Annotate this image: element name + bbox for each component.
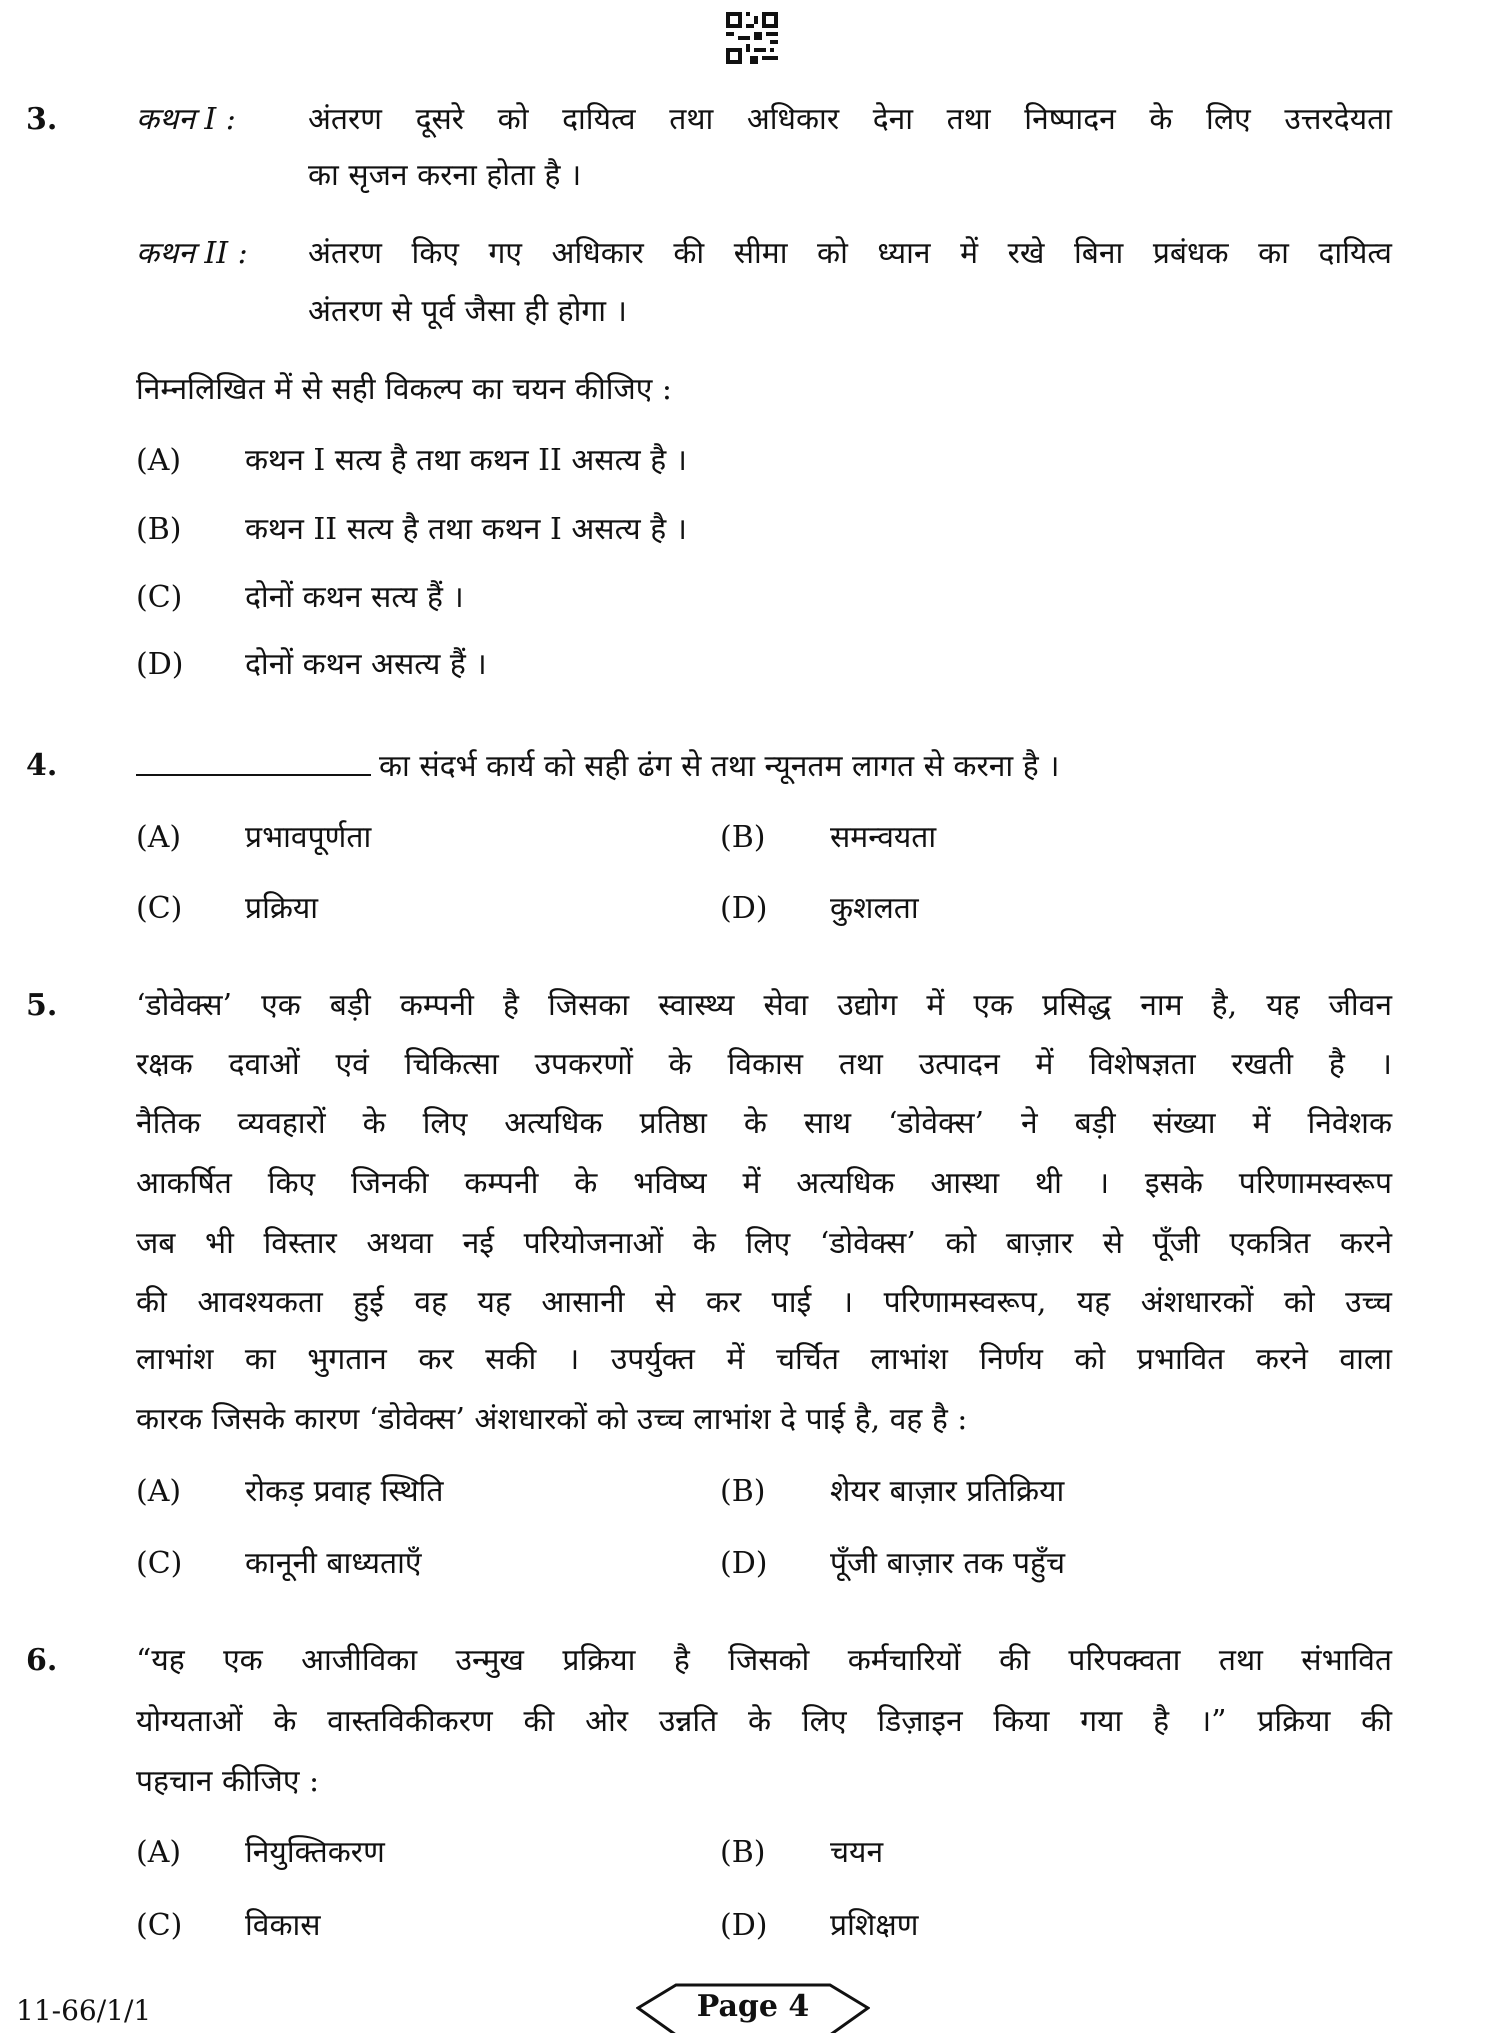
option-label: (C) xyxy=(136,580,183,615)
passage-line: रक्षक दवाओं एवं चिकित्सा उपकरणों के विकास तथा उत्पादन में विशेषज्ञता रखती है । xyxy=(136,1047,1392,1082)
option-label: (D) xyxy=(136,647,184,682)
passage-line: कारक जिसके कारण ‘डोवेक्स’ अंशधारकों को उच्च लाभांश दे पाई है, वह है : xyxy=(136,1402,968,1437)
option-text: पूँजी बाज़ार तक पहुँच xyxy=(830,1546,1066,1581)
qr-code-icon xyxy=(726,12,778,64)
option-text: कथन I सत्य है तथा कथन II असत्य है । xyxy=(245,443,688,478)
option-label: (A) xyxy=(136,443,182,478)
option-label: (A) xyxy=(136,820,182,855)
question-prompt: निम्नलिखित में से सही विकल्प का चयन कीजिए : xyxy=(136,372,673,407)
passage-line: जब भी विस्तार अथवा नई परियोजनाओं के लिए ‘डोवेक्स’ को बाज़ार से पूँजी एकत्रित करने xyxy=(136,1226,1392,1261)
option-text: कथन II सत्य है तथा कथन I असत्य है । xyxy=(245,512,688,547)
question-number: 5. xyxy=(26,988,58,1023)
question-text-content: का संदर्भ कार्य को सही ढंग से तथा न्यूनतम लागत से करना है । xyxy=(379,749,1060,784)
passage-line: ‘डोवेक्स’ एक बड़ी कम्पनी है जिसका स्वास्थ्य सेवा उद्योग में एक प्रसिद्ध नाम है, यह जीवन xyxy=(136,988,1392,1023)
option-label: (D) xyxy=(720,1908,768,1943)
option-text: प्रक्रिया xyxy=(245,891,319,926)
option-label: (D) xyxy=(720,1546,768,1581)
statement-1-line: अंतरण दूसरे को दायित्व तथा अधिकार देना तथा निष्पादन के लिए उत्तरदेयता xyxy=(308,102,1392,137)
option-text: समन्वयता xyxy=(830,820,937,855)
paper-code: 11-66/1/1 xyxy=(16,1994,152,2027)
statement-1-label: कथन I : xyxy=(136,102,236,137)
option-label: (A) xyxy=(136,1835,182,1870)
option-text: नियुक्तिकरण xyxy=(245,1835,385,1870)
option-label: (B) xyxy=(720,1835,766,1870)
question-line: पहचान कीजिए : xyxy=(136,1764,320,1799)
option-text: दोनों कथन सत्य हैं । xyxy=(245,580,464,615)
option-text: चयन xyxy=(830,1835,884,1870)
passage-line: लाभांश का भुगतान कर सकी । उपर्युक्त में चर्चित लाभांश निर्णय को प्रभावित करने वाला xyxy=(136,1342,1392,1377)
page-number-badge xyxy=(636,1983,870,2033)
option-label: (C) xyxy=(136,1908,183,1943)
option-text: दोनों कथन असत्य हैं । xyxy=(245,647,487,682)
option-text: शेयर बाज़ार प्रतिक्रिया xyxy=(830,1474,1065,1509)
option-text: प्रभावपूर्णता xyxy=(245,820,372,855)
question-number: 6. xyxy=(26,1643,58,1678)
option-text: कुशलता xyxy=(830,891,919,926)
passage-line: आकर्षित किए जिनकी कम्पनी के भविष्य में अत्यधिक आस्था थी । इसके परिणामस्वरूप xyxy=(136,1166,1392,1201)
page-number: Page 4 xyxy=(696,1989,810,2024)
option-label: (A) xyxy=(136,1474,182,1509)
statement-2-label: कथन II : xyxy=(136,236,248,271)
option-text: प्रशिक्षण xyxy=(830,1908,919,1943)
question-line: “यह एक आजीविका उन्मुख प्रक्रिया है जिसको कर्मचारियों की परिपक्वता तथा संभावित xyxy=(136,1643,1392,1678)
question-text xyxy=(136,746,1060,787)
question-number: 3. xyxy=(26,102,58,137)
passage-line: की आवश्यकता हुई वह यह आसानी से कर पाई । परिणामस्वरूप, यह अंशधारकों को उच्च xyxy=(136,1285,1392,1320)
option-label: (C) xyxy=(136,1546,183,1581)
option-label: (D) xyxy=(720,891,768,926)
statement-1-line: का सृजन करना होता है । xyxy=(308,158,582,193)
option-label: (C) xyxy=(136,891,183,926)
question-line: योग्यताओं के वास्तविकीकरण की ओर उन्नति के लिए डिज़ाइन किया गया है ।” प्रक्रिया की xyxy=(136,1704,1392,1739)
statement-2-line: अंतरण से पूर्व जैसा ही होगा । xyxy=(308,294,627,329)
question-number: 4. xyxy=(26,748,58,783)
option-label: (B) xyxy=(720,820,766,855)
option-text: विकास xyxy=(245,1908,321,1943)
option-text: रोकड़ प्रवाह स्थिति xyxy=(245,1474,444,1509)
passage-line: नैतिक व्यवहारों के लिए अत्यधिक प्रतिष्ठा के साथ ‘डोवेक्स’ ने बड़ी संख्या में निवेशक xyxy=(136,1106,1392,1141)
option-text: कानूनी बाध्यताएँ xyxy=(245,1546,422,1581)
option-label: (B) xyxy=(720,1474,766,1509)
fill-blank xyxy=(136,746,371,776)
option-label: (B) xyxy=(136,512,182,547)
statement-2-line: अंतरण किए गए अधिकार की सीमा को ध्यान में रखे बिना प्रबंधक का दायित्व xyxy=(308,236,1392,271)
